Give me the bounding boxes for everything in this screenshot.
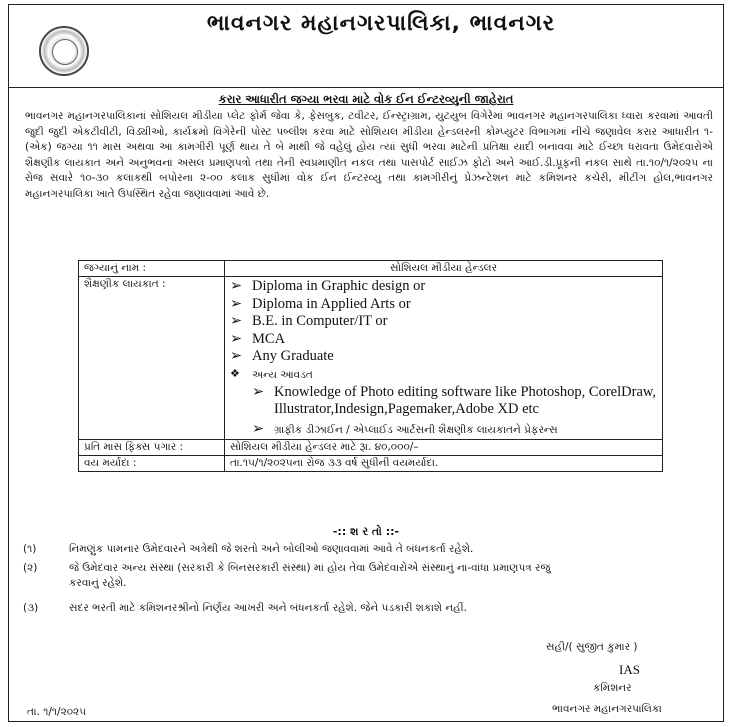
arrow-bullet-icon: ➢ (230, 278, 243, 294)
arrow-bullet-icon: ➢ (230, 295, 243, 312)
qualification-list (230, 278, 657, 384)
condition-item: (૧) નિમણુંક પામનાર ઉમેદવારને અત્રેથી જે શરતો અને બોલીઓ જણાવવામાં આવે તે બંધનકર્તા રહેશે. (23, 543, 474, 555)
arrow-bullet-icon: ➢ (230, 348, 243, 364)
details-table (78, 260, 663, 472)
other-skills-list (230, 384, 657, 438)
salary-label: પ્રતિ માસ ફિક્સ પગાર : (79, 440, 225, 456)
notice-body: ભાવનગર મહાનગરપાલિકાનાં સોશિયલ મીડીયા પ્લેટ ફોર્મ જેવા કે, ફેસબુક, ટવીટર, ઈન્સ્ટ્રાગ્રામ, યુટયુબ વિગેરેમાં ભાવનગર મહાનગરપાલિકા ધ્વારા કરવામાં આવતી જુદી જુદી એકટીવીટી, વિડ્યીઓ, કાર્યક્રમો વિગેરેની પોસ્ટ પબ્લીશ કરવા માટે સોશિયલ મીડીયા હેન્ડલરની કોમ્પ્યુટર વિભાગમાં નીચે જણાવેલ કરાર આધારીત ૧-(એક) જગ્યા ૧૧ માસ અથવા આ કામગીરી પૂર્ણ થાય તે બે માથી જે વહેલું હોય ત્યાં સુધી ભરવા માટેની પ્રતિક્ષા યાદી બનાવવા માટે ઈચ્છા ધરાવતા ઉમેદવારોએ શૈક્ષણીક લાયકાત અને અનુભવનાં અસલ પ્રમાણપત્રો તથા તેની સ્વપ્રમાણીત નકલ તથા પાસપોર્ટ સાઈઝ ફોટો અને આઈ.ડી.પ્રૂફની નકલ સાથે તા.૧૦/૧/૨૦૨૫ ના રોજ સવારે ૧૦-૩૦ કલાકથી બપોરના ૨-૦૦ કલાક સુધીમાં વોક ઈન ઈન્ટરવ્યુ તથા કામગીરીનું પ્રેઝન્ટેશન માટે કમિશનર કચેરી, મીટીંગ હોલ,ભાવનગર મહાનગરપાલિકા ખાતે ઉપસ્થિત રહેવા જણાવવામાં આવે છે. (25, 110, 713, 200)
notice-subheading: કરાર આધારીત જગ્યા ભરવા માટે વોક ઈન ઈન્ટરવ્યુની જાહેરાત (218, 92, 514, 106)
arrow-bullet-icon: ➢ (252, 384, 265, 400)
condition-item: (૩) સદર ભરતી માટે કમિશનરશ્રીનો નિર્ણય આખરી અને બંધનકર્તા રહેશે. જેને પડકારી શકાશે નહીં. (23, 602, 467, 614)
arrow-bullet-icon: ➢ (230, 330, 243, 347)
age-value: તા.૧૫/૧/૨૦૨૫ના રોજ ૩૩ વર્ષ સુધીની વયમર્યાદા. (225, 456, 663, 472)
table-row-qualification (79, 277, 663, 440)
salary-value: સોશિયલ મીડીયા હેન્ડલર માટે રૂા. ૪૦,૦૦૦/– (225, 440, 663, 456)
signature-name: સહી/( સુજીત કુમાર ) (546, 641, 638, 653)
condition-item: (૨) જે ઉમેદવાર અન્ય સંસ્થા (સરકારી કે બિનસરકારી સંસ્થા) માં હોય તેવા ઉમેદવારોએ સંસ્થાનું ના-વાંધા પ્રમાણપત્ર રજુ કરવાનું રહેશે. (23, 562, 551, 589)
table-row-age (79, 456, 663, 472)
signature-organization: ભાવનગર મહાનગરપાલિકા (552, 703, 662, 715)
other-skills-label: અન્ય આવડત (252, 368, 313, 381)
signature-designation: કમિશનર (593, 682, 632, 694)
post-label: જગ્યાનું નામ : (79, 261, 225, 277)
arrow-bullet-icon: ➢ (252, 421, 265, 437)
list-item: ➢ MCA (230, 330, 286, 347)
notice-page (8, 4, 724, 722)
age-label: વય મર્યાદા : (79, 456, 225, 472)
header (9, 5, 723, 83)
header-divider (9, 87, 723, 88)
notice-date: તા. ૧/૧/૨૦૨૫ (27, 706, 87, 718)
arrow-bullet-icon: ➢ (230, 313, 243, 329)
post-value: સોશિયલ મીડીયા હેન્ડલર (225, 261, 663, 277)
signature-title: IAS (619, 662, 640, 677)
diamond-bullet-icon: ❖ (230, 367, 240, 380)
list-item: ➢ Knowledge of Photo editing software like Photoshop, CorelDraw, Illustrator,Indesign,Pagemaker,Adobe XD etc (252, 384, 657, 417)
table-row-salary (79, 440, 663, 456)
list-item: ➢ ગ્રાફીક ડીઝાઈન / એપ્લાઈડ આર્ટસની શૈક્ષણીક લાયકાતને પ્રેફરન્સ (252, 421, 558, 437)
qualification-cell (225, 277, 663, 440)
list-item (230, 366, 657, 385)
list-item: ➢ Any Graduate (230, 348, 334, 364)
list-item: ➢ Diploma in Graphic design or (230, 278, 426, 294)
page-title: ભાવનગર મહાનગરપાલિકા, ભાવનગર (206, 11, 556, 36)
table-row-post (79, 261, 663, 277)
list-item: ➢ Diploma in Applied Arts or (230, 295, 411, 312)
qualification-label: શૈક્ષણીક લાયકાત : (79, 277, 225, 440)
conditions-title: -:: શ ર તો ::- (332, 525, 400, 538)
list-item: ➢ B.E. in Computer/IT or (230, 313, 388, 329)
